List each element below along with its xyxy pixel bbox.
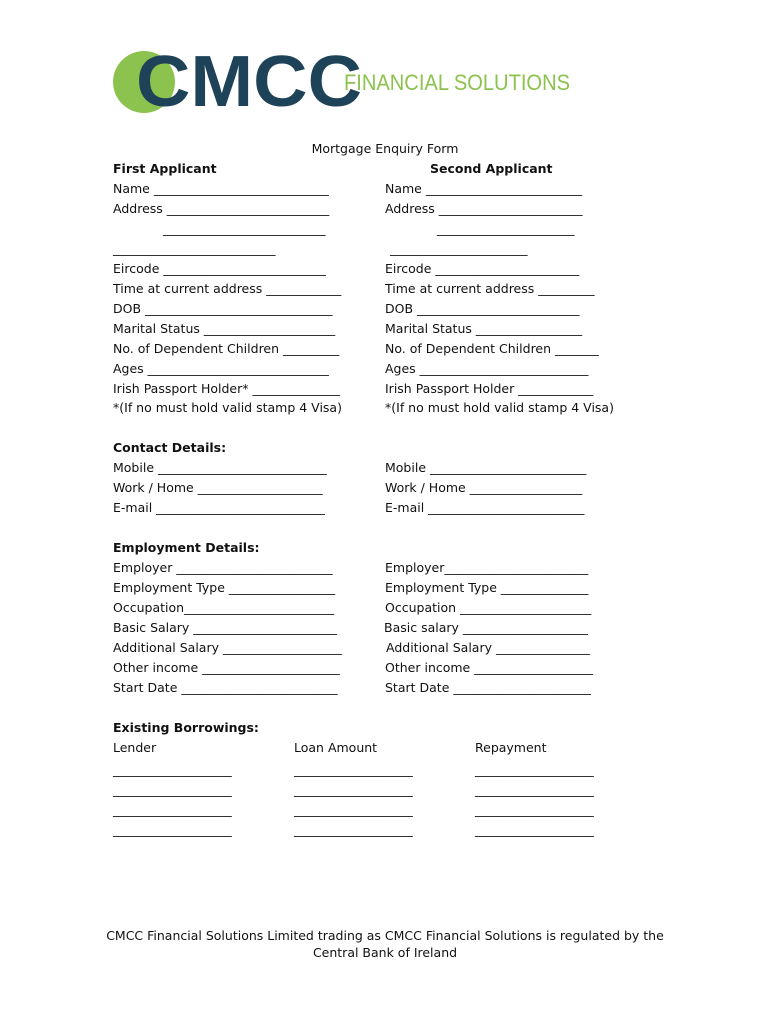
first-passport-field[interactable]: Irish Passport Holder* ______________	[113, 381, 340, 396]
loan-amount-blank[interactable]: ___________________	[294, 802, 413, 817]
second-address-line-3[interactable]: ______________________	[390, 241, 528, 256]
second-ages-field[interactable]: Ages ___________________________	[385, 361, 589, 376]
second-email-field[interactable]: E-mail _________________________	[385, 500, 585, 515]
first-address-line-2[interactable]: __________________________	[163, 221, 326, 236]
first-ages-field[interactable]: Ages _____________________________	[113, 361, 329, 376]
first-additional-salary-field[interactable]: Additional Salary ___________________	[113, 640, 342, 655]
first-basic-salary-field[interactable]: Basic Salary _______________________	[113, 620, 338, 635]
repayment-column-header: Repayment	[475, 740, 547, 755]
logo-brand-text: CMCC	[136, 50, 362, 114]
first-applicant-heading: First Applicant	[113, 161, 217, 176]
form-title: Mortgage Enquiry Form	[311, 141, 459, 156]
lender-blank[interactable]: ___________________	[113, 762, 232, 777]
lender-blank[interactable]: ___________________	[113, 782, 232, 797]
second-marital-status-field[interactable]: Marital Status _________________	[385, 321, 583, 336]
second-address-line-2[interactable]: ______________________	[437, 221, 575, 236]
first-name-field[interactable]: Name ____________________________	[113, 181, 329, 196]
first-marital-status-field[interactable]: Marital Status _____________________	[113, 321, 336, 336]
first-time-at-address-field[interactable]: Time at current address ____________	[113, 281, 342, 296]
second-passport-field[interactable]: Irish Passport Holder ____________	[385, 381, 594, 396]
repayment-blank[interactable]: ___________________	[475, 802, 594, 817]
repayment-blank[interactable]: ___________________	[475, 782, 594, 797]
second-work-home-field[interactable]: Work / Home __________________	[385, 480, 583, 495]
contact-heading: Contact Details:	[113, 440, 227, 455]
first-work-home-field[interactable]: Work / Home ____________________	[113, 480, 323, 495]
repayment-blank[interactable]: ___________________	[475, 822, 594, 837]
second-occupation-field[interactable]: Occupation _____________________	[385, 600, 592, 615]
first-visa-note: *(If no must hold valid stamp 4 Visa)	[113, 400, 342, 415]
first-dependents-field[interactable]: No. of Dependent Children _________	[113, 341, 340, 356]
second-visa-note: *(If no must hold valid stamp 4 Visa)	[385, 400, 614, 415]
second-dob-field[interactable]: DOB __________________________	[385, 301, 580, 316]
loan-amount-blank[interactable]: ___________________	[294, 762, 413, 777]
second-employer-field[interactable]: Employer_______________________	[385, 560, 589, 575]
second-start-date-field[interactable]: Start Date ______________________	[385, 680, 591, 695]
second-time-at-address-field[interactable]: Time at current address _________	[385, 281, 595, 296]
first-email-field[interactable]: E-mail ___________________________	[113, 500, 325, 515]
first-eircode-field[interactable]: Eircode __________________________	[113, 261, 326, 276]
second-additional-salary-field[interactable]: Additional Salary _______________	[386, 640, 590, 655]
first-dob-field[interactable]: DOB ______________________________	[113, 301, 333, 316]
second-address-field[interactable]: Address _______________________	[385, 201, 583, 216]
first-address-field[interactable]: Address __________________________	[113, 201, 330, 216]
second-basic-salary-field[interactable]: Basic salary ____________________	[384, 620, 588, 635]
first-mobile-field[interactable]: Mobile ___________________________	[113, 460, 327, 475]
repayment-blank[interactable]: ___________________	[475, 762, 594, 777]
first-employment-type-field[interactable]: Employment Type _________________	[113, 580, 336, 595]
employment-heading: Employment Details:	[113, 540, 260, 555]
second-employment-type-field[interactable]: Employment Type ______________	[385, 580, 589, 595]
lender-column-header: Lender	[113, 740, 157, 755]
loan-amount-blank[interactable]: ___________________	[294, 822, 413, 837]
lender-blank[interactable]: ___________________	[113, 802, 232, 817]
regulatory-footer: CMCC Financial Solutions Limited trading as CMCC Financial Solutions is regulated by the Central Bank of Ireland	[106, 928, 664, 960]
borrowings-heading: Existing Borrowings:	[113, 720, 259, 735]
cmcc-logo	[112, 50, 582, 114]
first-other-income-field[interactable]: Other income ______________________	[113, 660, 340, 675]
first-employer-field[interactable]: Employer _________________________	[113, 560, 333, 575]
loan-amount-blank[interactable]: ___________________	[294, 782, 413, 797]
second-other-income-field[interactable]: Other income ___________________	[385, 660, 593, 675]
second-dependents-field[interactable]: No. of Dependent Children _______	[385, 341, 599, 356]
second-eircode-field[interactable]: Eircode _______________________	[385, 261, 580, 276]
first-occupation-field[interactable]: Occupation________________________	[113, 600, 335, 615]
logo-tagline-text: FINANCIAL SOLUTIONS	[344, 70, 570, 95]
lender-blank[interactable]: ___________________	[113, 822, 232, 837]
second-mobile-field[interactable]: Mobile _________________________	[385, 460, 587, 475]
second-applicant-heading: Second Applicant	[430, 161, 553, 176]
loan-amount-column-header: Loan Amount	[294, 740, 378, 755]
first-start-date-field[interactable]: Start Date _________________________	[113, 680, 338, 695]
first-address-line-3[interactable]: __________________________	[113, 241, 276, 256]
second-name-field[interactable]: Name _________________________	[385, 181, 583, 196]
